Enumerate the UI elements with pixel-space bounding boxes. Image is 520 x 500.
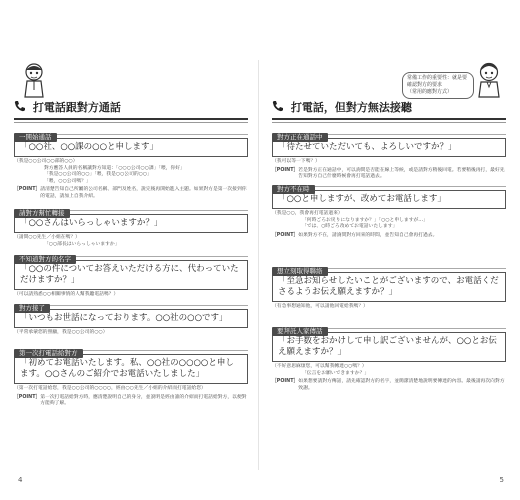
example-line: 「我是○○公司的○○」「喂，我是○○公司的○○」 <box>44 172 152 177</box>
section-leave-message <box>272 318 506 392</box>
translation-note: （第一次打電話給您，我是○○公司的○○○○，經由○○先生／小姐的介紹而打電話給您） <box>14 386 206 391</box>
point-label: ［POINT］ <box>272 232 299 238</box>
chapter-title-text: 打電話跟對方通話 <box>32 101 121 114</box>
translation-note: （有急事想通知他，可以請他回電給我嗎？） <box>272 304 368 309</box>
phrase-box: 「初めてお電話いたします。私、○○社の○○○○と申します。○○さんのご紹介でお電話いたしました」 <box>14 354 248 384</box>
point-note <box>14 395 248 408</box>
section-tag: 不知道對方的名字 <box>14 255 76 264</box>
left-page <box>4 0 258 500</box>
point-label: ［POINT］ <box>272 167 299 173</box>
section-tag: 對方接了 <box>14 304 50 313</box>
right-page <box>262 0 516 500</box>
example-line: 「○○部長はいらっしゃいますか」 <box>44 241 120 247</box>
point-note <box>272 233 506 240</box>
section-tag: 對方正在通話中 <box>272 133 328 142</box>
section-start-call <box>14 124 248 200</box>
translation-note: （不好意思麻煩您，可以幫我轉達○○嗎？） <box>272 364 367 369</box>
phrase-box: 「○○さんはいらっしゃいますか？」 <box>14 214 248 233</box>
section-urgent-contact <box>272 258 506 311</box>
phrase-box: 「待たせていただいても、よろしいですか？」 <box>272 138 506 157</box>
section-tag: 想立刻取得聯絡 <box>272 267 328 276</box>
section-ask-transfer <box>14 200 248 248</box>
section-tag: 對方不在時 <box>272 185 315 194</box>
gutter-divider <box>258 60 259 470</box>
point-label: ［POINT］ <box>14 394 41 400</box>
translation-note: （我是○○公司○○部的○○） <box>14 159 78 164</box>
bubble-line: （常用的應對方式） <box>407 89 453 95</box>
translation-note: （我是○○，我會再打電話過來） <box>272 211 343 216</box>
example-line: 對方應答人員的名稱讓對方知道：「○○○公司○○課」「喂，你好」 <box>44 165 185 171</box>
example-line: 「何時ごろお戻りになりますか？」「○○と申しますが…」 <box>302 217 428 223</box>
point-note <box>272 379 506 392</box>
chapter-title <box>14 100 248 120</box>
translation-note: （我可以等一下嗎？） <box>272 159 320 164</box>
point-label: ［POINT］ <box>272 379 299 384</box>
section-tag: 一開始通話 <box>14 133 57 142</box>
phrase-box: 「至急お知らせしたいことがございますので、お電話くださるようお伝え願えますか？」 <box>272 272 506 302</box>
section-answered <box>14 295 248 337</box>
section-unknown-name <box>14 246 248 299</box>
phone-icon <box>14 100 26 112</box>
translation-note: （平常承蒙您的照顧，我是○○公司的○○） <box>14 330 108 335</box>
page-number: 4 <box>18 476 23 484</box>
phrase-box: 「○○と申しますが、改めてお電話します」 <box>272 190 506 209</box>
phone-icon <box>272 100 284 112</box>
example-line: 「伝言をお願いできますか？」 <box>302 370 370 376</box>
bubble-line: 常備工作的重要性：就是要 <box>407 75 468 81</box>
mascot-figure-icon <box>476 62 502 98</box>
example-line: 「では、○時ごろ改めてお電話いたします」 <box>302 224 398 229</box>
section-line-busy <box>272 124 506 181</box>
section-first-call <box>14 340 248 408</box>
point-label: ［POINT］ <box>14 187 41 192</box>
chapter-title <box>272 100 506 120</box>
point-text: 如果想要請對方傳話，請先確認對方的名字，並簡潔清楚地說明要傳達的內容。最後請再次向對方致謝。 <box>298 379 505 391</box>
phrase-box: 「お手数をおかけして申し訳ございませんが、○○とお伝え願えますか？」 <box>272 332 506 362</box>
mascot-illustration <box>476 62 502 98</box>
section-tag: 要拜託人家傳話 <box>272 327 328 336</box>
speech-bubble <box>402 72 474 99</box>
point-note <box>14 187 248 200</box>
translation-note: （可以請熟悉○○相關事情的人幫我聽電話嗎？） <box>14 292 119 297</box>
section-not-available <box>272 176 506 239</box>
phrase-box: 「○○社、○○課の○○と申します」 <box>14 138 248 157</box>
point-text: 如果對方不在，請詢問對方回來的時間，並告知自己會再打過去。 <box>298 232 438 238</box>
point-text: 第一次打電話給對方時，應清楚說明自己的身分，並說明是經由誰的介紹而打電話給對方，以便對方能夠了解。 <box>40 394 247 406</box>
section-tag: 第一次打電話給對方 <box>14 349 83 358</box>
section-tag: 請對方幫忙轉接 <box>14 209 70 218</box>
translation-note: （請問○○先生／小姐在嗎？） <box>14 235 80 240</box>
example-line: 「喂，○○公司嗎？」 <box>44 178 91 184</box>
mascot-illustration <box>22 62 46 98</box>
phrase-box: 「いつもお世話になっております。○○社の○○です」 <box>14 309 248 328</box>
phrase-box: 「○○の件についてお答えいただける方に、代わっていただけますか？」 <box>14 260 248 290</box>
point-text: 若是對方正在通話中，可以詢問是否能在線上等候，或是請對方稍後回電。若要稍後再打，最好先告知對方自己什麼時候會再打電話過去。 <box>298 167 505 179</box>
chapter-title-text: 打電話，但對方無法接聽 <box>290 101 412 114</box>
page-number: 5 <box>499 476 504 484</box>
bubble-line: 確認對方的要求 <box>407 82 443 88</box>
point-text: 請清楚告知自己所屬的公司名稱、部門及姓名，說完後再開始進入主題。如果對方是第一次接到你的電話，請加上自我介紹。 <box>40 187 247 199</box>
mascot-figure-icon <box>22 62 46 98</box>
